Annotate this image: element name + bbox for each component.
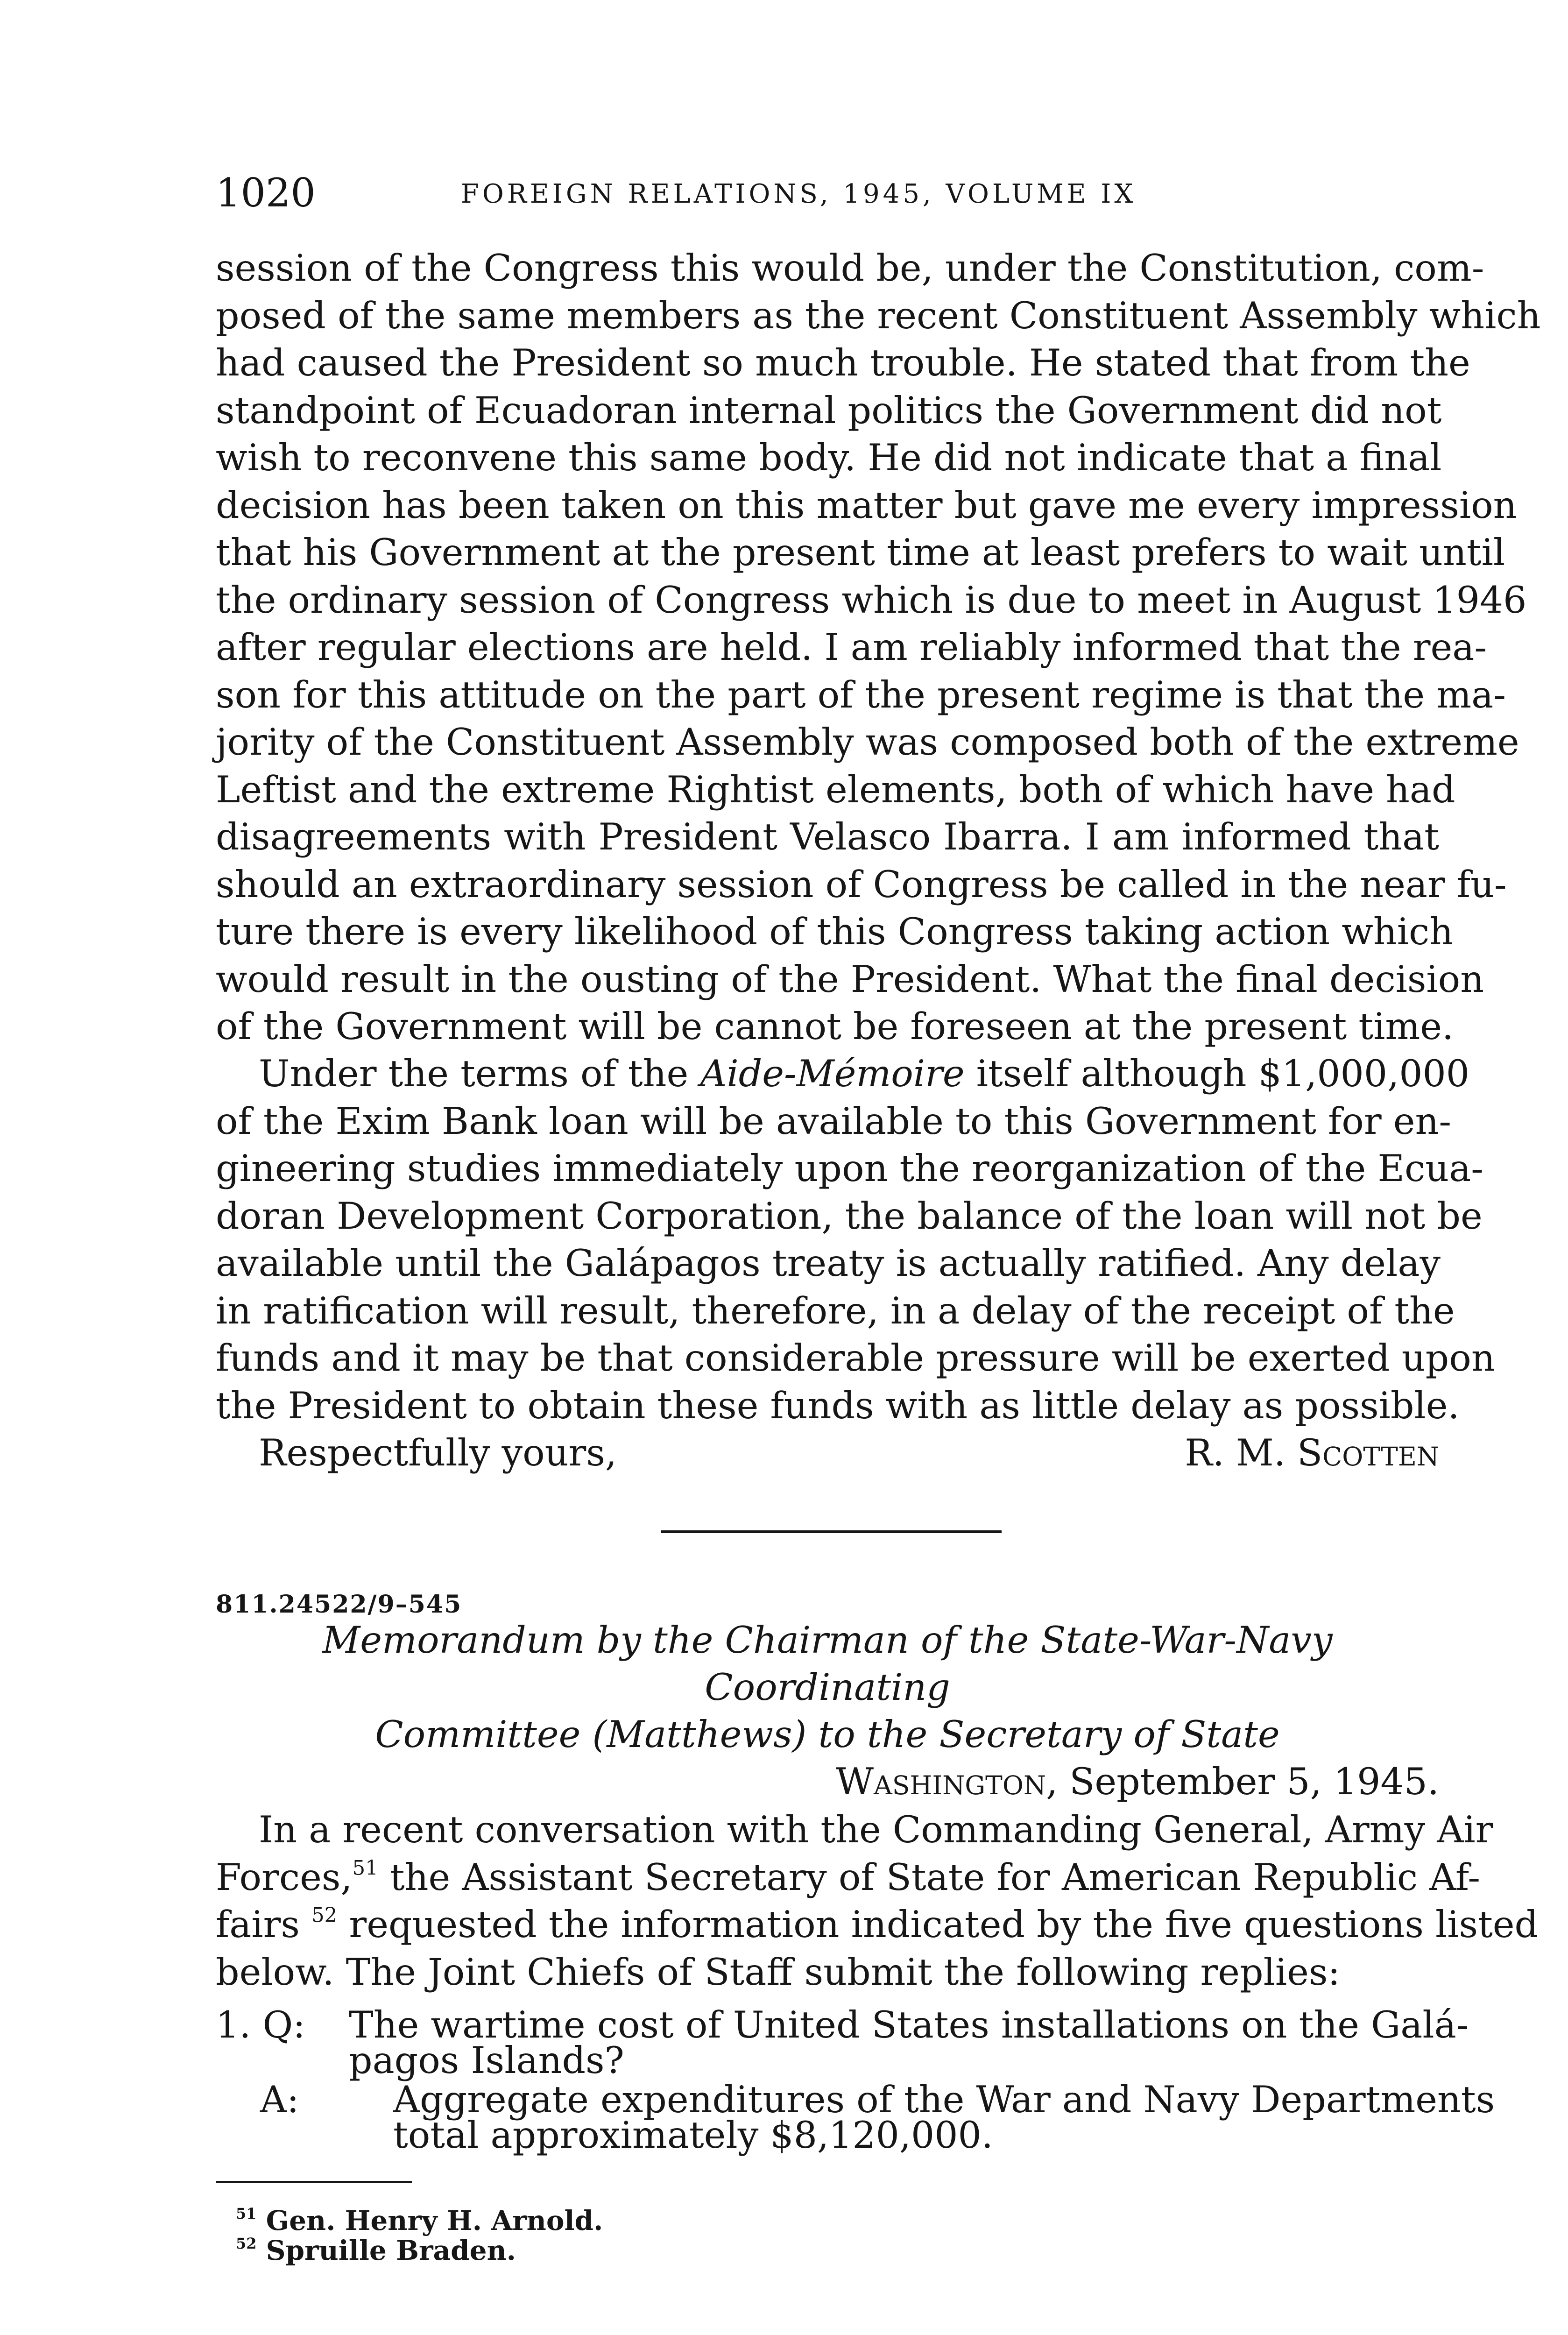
text-line: Aggregate expenditures of the War and Navy Departments: [393, 2078, 1495, 2121]
memo-body: [216, 1806, 1539, 1996]
letter-paragraph-2: [216, 1050, 1495, 1429]
question-row: [216, 2003, 1469, 2082]
text-line: after regular elections are held. I am reliably informed that the rea-: [216, 626, 1487, 669]
text-line: The wartime cost of United States installations on the Galá-: [349, 2003, 1469, 2046]
text-line: standpoint of Ecuadoran internal politics the Government did not: [216, 389, 1442, 432]
answer-row: [216, 2078, 1495, 2157]
signature: R. M. Scotten: [1185, 1431, 1439, 1474]
text-line: Leftist and the extreme Rightist elements, both of which have had: [216, 768, 1455, 811]
text-line: had caused the President so much trouble. He stated that from the: [216, 341, 1470, 384]
text-span: requested the information indicated by the five questions listed: [337, 1903, 1539, 1946]
text-line: posed of the same members as the recent Constituent Assembly which: [216, 294, 1541, 337]
question-label: 1. Q:: [216, 2003, 305, 2046]
section-divider: [661, 1530, 1002, 1533]
text-line: funds and it may be that considerable pressure will be exerted upon: [216, 1337, 1495, 1380]
text-line: available until the Galápagos treaty is actually ratified. Any delay: [216, 1242, 1441, 1285]
answer-label: A:: [260, 2078, 299, 2121]
text-line: of the Government will be cannot be foreseen at the present time.: [216, 1005, 1454, 1048]
text-line: that his Government at the present time at least prefers to wait until: [216, 531, 1505, 574]
text-line: [216, 1050, 1469, 1098]
text-line: ture there is every likelihood of this Congress taking action which: [216, 910, 1454, 953]
dateline-date: September 5, 1945.: [1058, 1760, 1439, 1803]
text-line: session of the Congress this would be, under the Constitution, com-: [216, 247, 1484, 290]
question-text: [349, 2003, 1469, 2082]
text-line: disagreements with President Velasco Ibarra. I am informed that: [216, 815, 1439, 858]
memo-title-line-2: Committee (Matthews) to the Secretary of State: [375, 1713, 1280, 1756]
text-line: would result in the ousting of the President. What the final decision: [216, 957, 1484, 1001]
text-line: gineering studies immediately upon the reorganization of the Ecua-: [216, 1147, 1483, 1190]
memo-title-line-1: Memorandum by the Chairman of the State-War-Navy Coordinating: [322, 1619, 1333, 1709]
text-line: of the Exim Bank loan will be available to this Government for en-: [216, 1099, 1452, 1143]
question-answer-1: [216, 2003, 1495, 2157]
text-span: itself although $1,000,000: [964, 1052, 1469, 1095]
text-line: In a recent conversation with the Commanding General, Army Air: [259, 1808, 1493, 1851]
letter-closing: [216, 1429, 1439, 1477]
footnote: [236, 2206, 603, 2236]
text-span: Under the terms of the: [259, 1052, 700, 1095]
dateline: [216, 1758, 1439, 1805]
footnote-ref[interactable]: 52: [311, 1903, 338, 1927]
file-number: 811.24522/9–545: [216, 1590, 462, 1619]
answer-text: [349, 2078, 1495, 2157]
text-line: jority of the Constituent Assembly was composed both of the extreme: [216, 721, 1519, 764]
text-line: the ordinary session of Congress which is due to meet in August 1946: [216, 578, 1527, 622]
text-span: fairs: [216, 1903, 312, 1946]
text-line: doran Development Corporation, the balance of the loan will not be: [216, 1194, 1483, 1238]
text-line: [216, 1854, 1481, 1902]
dateline-place: Washington,: [835, 1760, 1058, 1803]
footnote-text: Gen. Henry H. Arnold.: [266, 2205, 603, 2236]
text-line: [216, 1901, 1539, 1949]
footnote-number: 51: [236, 2205, 257, 2223]
letter-paragraph-1: [216, 245, 1541, 1051]
text-line: decision has been taken on this matter but gave me every impression: [216, 483, 1517, 527]
footnotes: [236, 2206, 603, 2265]
closing-text: Respectfully yours,: [259, 1431, 617, 1474]
text-line: should an extraordinary session of Congress be called in the near fu-: [216, 863, 1507, 906]
text-line: son for this attitude on the part of the present regime is that the ma-: [216, 673, 1506, 716]
text-line: the President to obtain these funds with as little delay as possible.: [216, 1384, 1460, 1427]
running-title: FOREIGN RELATIONS, 1945, VOLUME IX: [461, 179, 1137, 209]
italic-term: Aide-Mémoire: [700, 1052, 965, 1095]
footnote-number: 52: [236, 2235, 257, 2253]
text-line: below. The Joint Chiefs of Staff submit the following replies:: [216, 1950, 1341, 1994]
text-line: in ratification will result, therefore, in a delay of the receipt of the: [216, 1289, 1455, 1332]
footnote: [236, 2236, 603, 2265]
footnote-text: Spruille Braden.: [266, 2235, 516, 2266]
page-header: [216, 172, 1439, 214]
text-span: Forces,: [216, 1855, 353, 1899]
footnote-divider: [216, 2181, 412, 2183]
text-line: wish to reconvene this same body. He did not indicate that a final: [216, 436, 1442, 479]
memo-title: [216, 1617, 1439, 1758]
text-line: pagos Islands?: [349, 2039, 624, 2082]
text-line: total approximately $8,120,000.: [393, 2114, 993, 2157]
footnote-ref[interactable]: 51: [352, 1856, 378, 1880]
page-number: 1020: [216, 170, 316, 216]
text-span: the Assistant Secretary of State for American Republic Af-: [378, 1855, 1481, 1899]
